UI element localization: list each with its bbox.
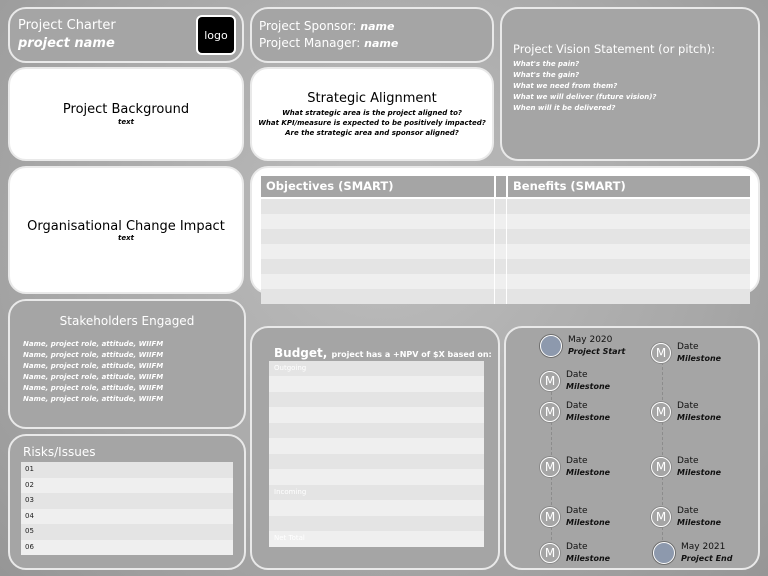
project-name: project name [18,36,115,51]
change-text: text [118,233,134,242]
budget-table [269,361,484,547]
risks-panel [8,434,246,570]
objectives-grid [261,199,750,304]
milestone-label: Milestone [566,518,611,527]
milestone-label: Milestone [566,413,611,422]
milestone-label: Milestone [566,468,611,477]
start-label: Project Start [568,347,626,356]
sponsor-label: Project Sponsor: [259,19,361,33]
budget-panel [250,326,500,570]
risk-row: 03 [21,493,233,509]
stakeholder-item: Name, project role, attitude, WIIFM [23,395,164,403]
milestone-label: Milestone [677,413,722,422]
vision-questions [513,59,657,114]
charter-header-panel [8,7,244,63]
logo: logo [196,15,236,55]
milestone-date: Date [566,506,588,516]
milestone-icon: M [540,371,560,391]
stakeholder-item: Name, project role, attitude, WIIFM [23,351,164,359]
milestone [540,401,610,423]
outgoing-row: Outgoing [269,361,484,376]
manager-label: Project Manager: [259,36,365,50]
start-date: May 2020 [568,335,613,345]
milestone-icon: M [651,343,671,363]
milestone-label: Milestone [566,554,611,563]
milestone-date: Date [677,506,699,516]
milestone-icon: M [540,402,560,422]
end-date: May 2021 [681,542,726,552]
budget-title-main: Budget, [274,346,332,360]
risk-row: 06 [21,540,233,556]
start-icon [540,335,562,357]
sponsor-line [259,19,394,33]
milestone-date: Date [677,342,699,352]
objectives-header: Objectives (SMART) [261,176,494,197]
background-title: Project Background [62,102,190,117]
milestone [540,456,610,478]
net-total-row: Net Total [269,531,484,547]
milestone [540,506,610,528]
risk-row: 04 [21,509,233,525]
alignment-question: Are the strategic area and sponsor aligned? [285,128,459,137]
stakeholder-item: Name, project role, attitude, WIIFM [23,362,164,370]
stakeholders-title: Stakeholders Engaged [59,314,195,328]
milestone-icon: M [540,507,560,527]
background-text: text [118,118,134,126]
vision-question: What's the pain? [513,60,580,68]
risks-list [21,462,233,555]
budget-title-rest: project has a +NPV of $X based on: [331,350,492,359]
milestone-end [653,542,732,564]
milestone-icon: M [540,543,560,563]
change-panel [8,166,244,294]
alignment-question: What strategic area is the project aligned to? [282,108,462,117]
milestone [651,401,721,423]
vision-panel [500,7,760,161]
stakeholders-panel [8,299,246,429]
milestone-date: Date [566,370,588,380]
milestone-icon: M [540,457,560,477]
risk-row: 05 [21,524,233,540]
milestone-date: Date [677,456,699,466]
stakeholders-list [23,339,163,405]
vision-question: What we will deliver (future vision)? [513,93,657,101]
milestone-date: Date [566,401,588,411]
alignment-panel [250,67,494,161]
milestone-icon: M [651,507,671,527]
stakeholder-item: Name, project role, attitude, WIIFM [23,340,164,348]
risks-title: Risks/Issues [23,445,96,459]
incoming-row: Incoming [269,485,484,501]
milestone [540,370,610,392]
milestone-label: Milestone [677,468,722,477]
vision-question: What we need from them? [513,82,618,90]
objectives-panel [250,166,760,294]
objectives-divider [496,176,506,197]
risk-row: 02 [21,478,233,494]
milestone-date: Date [566,542,588,552]
vision-question: When will it be delivered? [513,104,616,112]
end-label: Project End [681,554,733,563]
milestone-label: Milestone [677,518,722,527]
milestone-label: Milestone [677,354,722,363]
milestone-icon: M [651,457,671,477]
alignment-title: Strategic Alignment [307,90,437,106]
end-icon [653,542,675,564]
background-panel [8,67,244,161]
milestone [651,506,721,528]
risk-row: 01 [21,462,233,478]
milestone-start [540,335,625,357]
milestone [540,542,610,564]
milestone-label: Milestone [566,382,611,391]
change-title: Organisational Change Impact [27,218,225,234]
milestone-date: Date [677,401,699,411]
benefits-header: Benefits (SMART) [508,176,750,197]
alignment-question: What KPI/measure is expected to be positively impacted? [258,118,486,127]
milestone-icon: M [651,402,671,422]
sponsor-panel [250,7,494,63]
stakeholder-item: Name, project role, attitude, WIIFM [23,384,164,392]
timeline-panel [504,326,760,570]
charter-label: Project Charter [18,18,116,33]
manager-line [259,36,398,50]
vision-question: What's the gain? [513,71,580,79]
vision-title: Project Vision Statement (or pitch): [513,42,716,56]
stakeholder-item: Name, project role, attitude, WIIFM [23,373,164,381]
milestone-date: Date [566,456,588,466]
budget-title [274,342,492,361]
milestone [651,342,721,364]
milestone [651,456,721,478]
manager-value: name [364,37,399,50]
sponsor-value: name [360,20,395,33]
